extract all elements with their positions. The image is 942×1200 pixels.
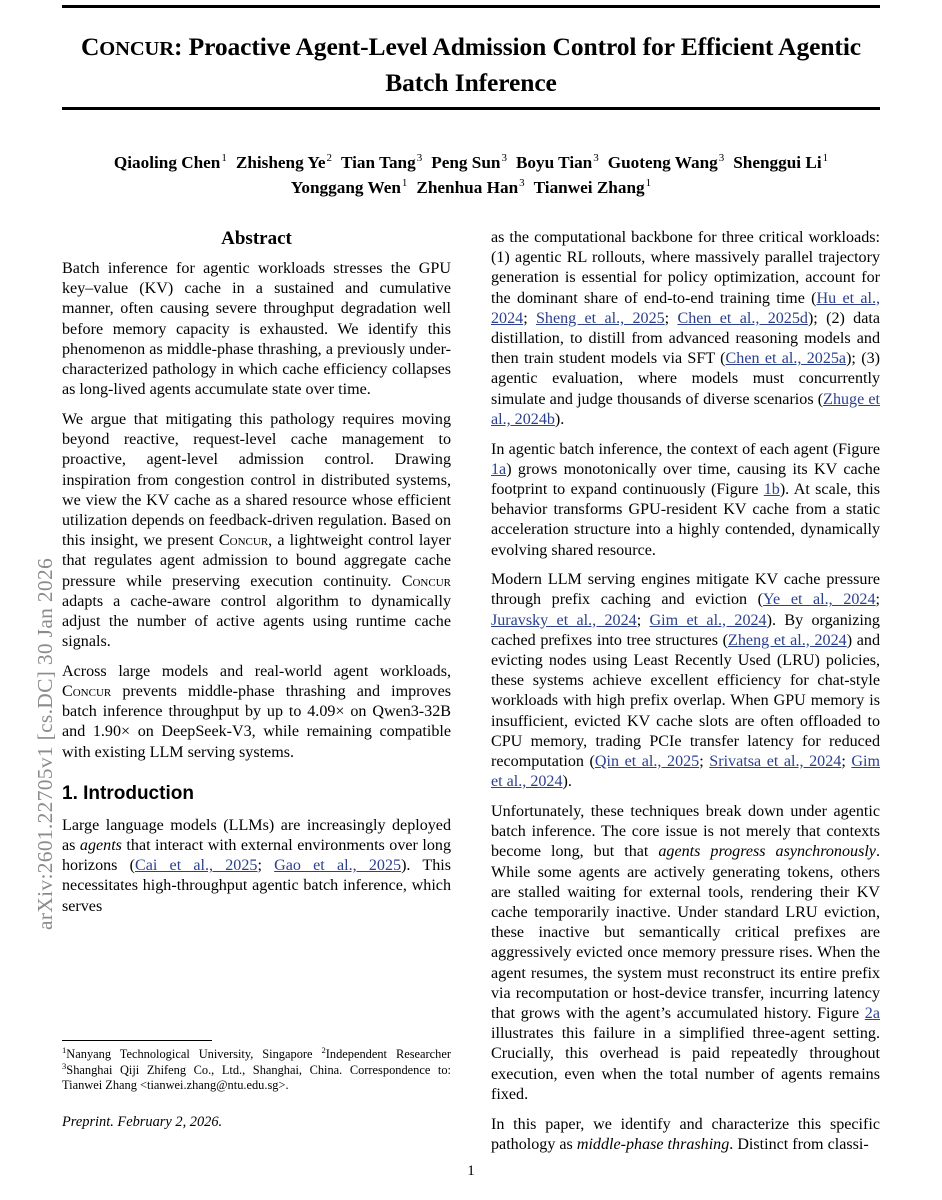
citation-zheng-2024[interactable]: Zheng et al., 2024: [728, 631, 847, 649]
intro-p1-sep: ;: [257, 857, 275, 875]
author-name: Peng Sun$^3$: [431, 152, 507, 172]
intro-r4-part-a: Unfortunately, these techniques break down under agentic batch inference. The core issue is not merely that contexts become long, but that: [491, 802, 880, 861]
intro-emphasis-thrashing: middle-phase thrashing: [576, 1135, 730, 1153]
left-column: [62, 228, 451, 926]
affil-marker-2: 2: [321, 1044, 326, 1055]
abstract-heading: Abstract: [221, 228, 292, 249]
citation-gim-2024-b[interactable]: Gim et al., 2024: [491, 753, 880, 791]
intro-r2-part-c: ). At scale, this behavior transforms GPU-resident KV cache from a static acceleration structure into a highly contended, dynamically evolving shared resource.: [491, 480, 880, 559]
author-line-1: [62, 150, 880, 175]
intro-emphasis-agents: agents: [79, 837, 122, 855]
abstract-p3-part-a: Across large models and real-world agent workloads,: [62, 662, 451, 680]
author-affiliation-marker: 1: [221, 152, 227, 165]
citation-hu-2024[interactable]: Hu et al., 2024: [491, 289, 880, 327]
intro-p1-part-b: that interact with external environments over long horizons (: [62, 837, 452, 875]
intro-r4-part-c: illustrates this failure in a simplified three-agent setting. Crucially, this overhead is paid repeatedly throughout execution, even when the total number of agents remains fixed.: [491, 1025, 880, 1103]
footnote-area: [62, 1040, 451, 1131]
author-affiliation-marker: 3: [416, 152, 423, 165]
affil-3-text: Shanghai Qiji Zhifeng Co., Ltd., Shanghai, China. Correspondence to: Tianwei Zhang <tianwei.zhang@ntu.edu.sg>.: [62, 1062, 451, 1093]
affiliation-footnote: [62, 1044, 451, 1094]
author-affiliation-marker: 3: [718, 152, 725, 165]
intro-paragraph-2: [491, 228, 880, 430]
figure-ref-1a[interactable]: 1a: [491, 460, 507, 478]
author-line-2: [62, 175, 880, 200]
title-smallcaps-rest: ONCUR: [99, 38, 174, 60]
body-columns: [62, 228, 880, 1168]
intro-r5-part-a: In this paper, we identify and characterize this specific pathology as: [491, 1115, 880, 1153]
page-number: 1: [467, 1163, 475, 1179]
abstract-p3-part-d: on DeepSeek-V3, while remaining compatible with existing LLM serving systems.: [62, 723, 451, 761]
abstract-paragraph-3: [62, 662, 451, 763]
right-column: [491, 228, 880, 1164]
abstract-p2-part-a: We argue that mitigating this pathology requires moving beyond reactive, request-level cache management to proactive, agent-level admission control. Drawing inspiration from congestion control in distributed systems, we view the KV cache as a shared resource whose efficient utilization depends on feedback-driven regulation. Based on this insight, we present: [62, 410, 451, 550]
system-name-concur: Concur: [62, 683, 112, 701]
citation-zhuge-2024b[interactable]: Zhuge et al., 2024b: [491, 390, 880, 428]
intro-r1-part-f: ).: [554, 410, 565, 428]
intro-p1-part-d: ). This necessitates high-throughput agentic batch inference, which serves: [62, 857, 451, 915]
citation-cai-2025[interactable]: Cai et al., 2025: [135, 857, 258, 875]
intro-r3-sep-3: ;: [699, 753, 710, 771]
author-name: Qiaoling Chen$^1$: [113, 152, 227, 172]
author-affiliation-marker: 1: [822, 152, 829, 165]
author-affiliation-marker: 3: [519, 177, 525, 190]
intro-r1-part-a: as the computational backbone for three critical workloads: (1) agentic RL rollouts, where massively parallel trajectory generation is essential for policy optimization, account for the dominant share of end-to-end training time (: [491, 229, 880, 307]
citation-gao-2025[interactable]: Gao et al., 2025: [274, 857, 402, 875]
arxiv-stamp: [0, 0, 57, 1200]
abstract-p3-part-c: on Qwen3-32B and: [62, 703, 451, 741]
system-name-concur: Concur: [218, 532, 269, 550]
abstract-paragraph-2: [62, 410, 451, 652]
abstract-paragraph-1: Batch inference for agentic workloads stresses the GPU key–value (KV) cache in a sustained and cumulative manner, often causing severe throughput degradation well before memory capacity is exhausted. We identify this phenomenon as middle-phase thrashing, a previously under-characterized pathology in which cache efficiency collapses as long-lived agents accumulate state over time.: [62, 260, 451, 399]
header-rule-top: [62, 5, 880, 8]
speedup-deepseek-v3: 1.90×: [92, 723, 131, 741]
title-smallcaps-lead: C: [80, 32, 100, 61]
intro-r1-part-d: ); (2) data distillation, to distill from advanced reasoning models and then train student models via SFT (: [491, 309, 880, 368]
author-name: Tian Tang$^3$: [341, 152, 423, 172]
citation-gim-2024[interactable]: Gim et al., 2024: [649, 611, 767, 629]
author-name: Boyu Tian$^3$: [515, 152, 599, 172]
citation-juravsky-2024[interactable]: Juravsky et al., 2024: [491, 611, 637, 629]
intro-r1-sep-2: ;: [664, 309, 678, 327]
affil-2-text: Independent Researcher: [325, 1047, 451, 1061]
citation-chen-2025a[interactable]: Chen et al., 2025a: [725, 350, 847, 368]
figure-ref-2a[interactable]: 2a: [864, 1005, 880, 1023]
author-name: Yonggang Wen$^1$: [290, 177, 408, 197]
intro-paragraph-6: [491, 1115, 880, 1155]
citation-sheng-2025[interactable]: Sheng et al., 2025: [535, 309, 665, 327]
intro-r3-part-a: Modern LLM serving engines mitigate KV cache pressure through prefix caching and eviction (: [491, 571, 880, 609]
affil-1-text: Nanyang Technological University, Singapore: [66, 1047, 322, 1061]
speedup-qwen3-32b: 4.09×: [307, 703, 345, 721]
citation-qin-2025[interactable]: Qin et al., 2025: [594, 753, 700, 771]
intro-r1-sep-1: ;: [523, 309, 536, 327]
author-name: Guoteng Wang$^3$: [607, 152, 725, 172]
author-name: Zhenhua Han$^3$: [416, 177, 525, 197]
intro-r3-part-e: ) and evicting nodes using Least Recently Used (LRU) policies, these systems achieve excellent efficiency for chat-style workloads with high prefix overlap. When GPU memory is insufficient, evicted KV cache slots are often offloaded to CPU memory, trading PCIe transfer latency for reduced recomputation (: [491, 631, 880, 771]
footnote-rule: [62, 1040, 212, 1041]
intro-r2-part-a: In agentic batch inference, the context of each agent (Figure: [491, 440, 880, 458]
intro-r3-part-h: ).: [562, 773, 572, 791]
affil-marker-1: 1: [62, 1044, 67, 1055]
intro-p1-part-a: Large language models (LLMs) are increasingly deployed as: [62, 816, 451, 855]
arxiv-stamp-text: arXiv:2601.22705v1 [cs.DC] 30 Jan 2026: [33, 557, 57, 930]
abstract-p2-part-b: , a lightweight control layer that regulates agent admission to bound aggregate cache pressure while preserving execution continuity.: [62, 532, 451, 590]
abstract-p2-part-c: adapts a cache-aware control algorithm to dynamically adjust the number of active agents using runtime cache signals.: [62, 592, 451, 651]
title-block: [62, 30, 880, 99]
intro-emphasis-async: agents progress asynchronously: [658, 843, 876, 861]
intro-r2-part-b: ) grows monotonically over time, causing its KV cache footprint to expand continuously (Figure: [491, 460, 880, 498]
citation-chen-2025d[interactable]: Chen et al., 2025d: [677, 309, 808, 327]
author-affiliation-marker: 2: [326, 152, 332, 165]
intro-r4-part-b: . While some agents are actively generating tokens, others are stalled waiting for external tools, rendering their KV cache temporarily inactive. Under standard LRU eviction, these inactive but semantically critical prefixes are aggressively evicted once memory pressure rises. When the agent resumes, the system must reconstruct its entire prefix via recomputation or host-device transfer, incurring latency that grows with the agent’s accumulated history. Figure: [491, 843, 880, 1023]
system-name-concur: Concur: [401, 572, 451, 590]
intro-paragraph-3: [491, 440, 880, 561]
intro-r5-part-b: . Distinct from classi-: [729, 1135, 869, 1153]
header-rule-under-title: [62, 107, 880, 110]
author-name: Zhisheng Ye$^2$: [235, 152, 332, 172]
intro-r3-sep-4: ;: [841, 753, 852, 771]
intro-r1-part-e: ); (3) agentic evaluation, where models must concurrently simulate and judge thousands of diverse scenarios (: [491, 350, 880, 408]
author-affiliation-marker: 3: [501, 152, 507, 165]
intro-r3-sep-1: ;: [875, 591, 880, 609]
intro-paragraph-4: [491, 570, 880, 792]
author-affiliation-marker: 1: [401, 177, 408, 190]
intro-paragraph-1: [62, 816, 451, 917]
intro-r3-sep-2: ;: [636, 611, 650, 629]
title-rest: : Proactive Agent-Level Admission Control for Efficient Agentic Batch Inference: [173, 32, 862, 97]
citation-ye-2024[interactable]: Ye et al., 2024: [763, 591, 876, 609]
author-list: [62, 150, 880, 200]
author-affiliation-marker: 3: [593, 152, 599, 165]
citation-srivatsa-2024[interactable]: Srivatsa et al., 2024: [709, 753, 842, 771]
author-name: Shenggui Li$^1$: [733, 152, 829, 172]
figure-ref-1b[interactable]: 1b: [763, 480, 780, 498]
section-heading-introduction: 1. Introduction: [62, 782, 194, 804]
intro-paragraph-5: [491, 802, 880, 1105]
preprint-notice: Preprint. February 2, 2026.: [62, 1113, 223, 1130]
intro-r3-part-d: ). By organizing cached prefixes into tree structures (: [491, 611, 880, 649]
author-name: Tianwei Zhang$^1$: [533, 177, 652, 197]
author-affiliation-marker: 1: [645, 177, 652, 190]
affil-marker-3: 3: [62, 1060, 67, 1071]
abstract-p3-part-b: prevents middle-phase thrashing and improves batch inference throughput by up to: [62, 683, 451, 721]
page-title: [65, 30, 877, 99]
